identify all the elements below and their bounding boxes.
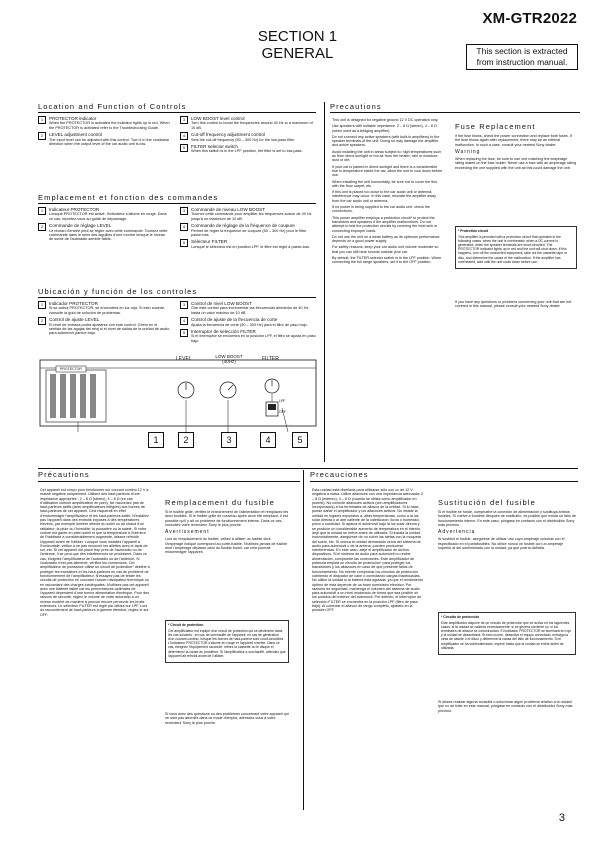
fr-controls-left xyxy=(38,207,170,244)
section-name: GENERAL xyxy=(261,45,334,62)
es-fuse-title: Sustitución del fusible xyxy=(438,498,536,507)
es-controls-left xyxy=(38,301,170,338)
rule xyxy=(310,481,578,482)
list-item: 2 LEVEL adjustment control The input level can be adjusted with this control. Turn it in the clockwise direction when the output level of the car audio unit is low. xyxy=(38,132,170,146)
es-fuse-footer: Si desea realizar alguna consulta o solucionar algún problema relativo a la unidad que no se trate en este manual, póngase en contacto con el distribuidor Sony más próximo. xyxy=(438,700,573,713)
list-item: 4 Commande de réglage de la fréquence de coupure Permet de régler la fréquence de coupure (50 – 300 Hz) pour le filtre passe-bas. xyxy=(180,223,316,237)
list-item: 5 FILTER selector switch When this switch is in the LPF position, the filter is set to low-pass. xyxy=(180,144,316,154)
list-item: 5 Interruptor de selección FILTER Si el interruptor se encuentra en la posición LPF, el filtro se ajusta en paso bajo. xyxy=(180,329,316,343)
es-protection-note: * Circuito de protección Este amplificador dispone de un circuito de protección que se activa en los siguientes casos: si la unidad se calienta excesivamente; si se genera corriente cc; si los terminales de altavoz se cortocircuitan. El indicador PROTECTOR se iluminará en rojo y la unidad se desactivará. Si esto ocurre, desactive el equipo conectado, extraiga la cinta de casete o el disco y determine la causa del fallo de funcionamiento. Si el amplificador se ha sobrecalentado, espere hasta que la unidad se enfríe antes de utilizarla. xyxy=(438,612,576,655)
extract-note: This section is extracted from instruction manual. xyxy=(466,44,578,70)
fr-controls-right xyxy=(180,207,316,251)
panel-protector-label: PROTECTOR xyxy=(60,367,82,371)
panel-lpf-label: LPF xyxy=(279,399,286,403)
model-number: XM-GTR2022 xyxy=(482,10,577,27)
callout-1: 1 xyxy=(148,432,164,448)
fr-fuse-body: Si le fusible grille, vérifiez le branchement de l'alimentation et remplacez les deux fusibles. Si le fusible grille de nouveau après avoir été remplacé, il est possible qu'il y ait un problème de fonctionnement interne. Dans ce cas, consultez votre revendeur Sony le plus proche. Avertissement Lors du remplacement du fusible, veillez à utiliser un fusible dont l'ampérage indiqué correspond au porte-fusible. N'utilisez jamais de fusible dont l'ampérage dépasse celui du fusible fourni, car cela pourrait endommager l'appareil. xyxy=(165,510,289,555)
list-item: 2 Commande de réglage LEVEL Le niveau d'entrée peut se régler avec cette commande. Tournez cette commande dans le sens des aiguilles d'une montre lorsque le niveau de sortie de l'autoradio semble faible. xyxy=(38,223,170,242)
rule xyxy=(38,112,316,113)
en-protection-note: * Protection circuit This amplifier is provided with a protection circuit that operates in the following cases: when the unit is overheated; when a DC current is generated; when the speaker terminals are short-circuited. The PROTECTOR indicator lights up in red and the unit will shut down. If this happens, turn off the connected equipment, take out the cassette tape or disc, and determine the cause of the malfunction. If the amplifier has overheated, wait until the unit cools down before use. xyxy=(455,226,577,269)
en-fuse-body: If the fuse blows, check the power connection and replace both fuses. If the fuse blows again after replacement, there may be an internal malfunction. In such a case, consult your nearest Sony dealer. Warning When replacing the fuse, be sure to use one matching the amperage rating stated on the fuse holder. Never use a fuse with an amperage rating exceeding the one supplied with the unit as this could damage the unit. xyxy=(455,134,577,170)
page-number: 3 xyxy=(558,812,565,824)
list-item: 3 LOW BOOST level control Turn this control to boost the frequencies around 40 Hz to a maximum of 10 dB. xyxy=(180,116,316,130)
list-item: 3 Control de nivel LOW BOOST Gire este control para incrementar las frecuencias alrededor de 40 Hz hasta un valor máximo de 10 dB. xyxy=(180,301,316,315)
column-divider xyxy=(303,470,304,810)
list-item: 4 Cut-off frequency adjustment control Sets the cut-off frequency (50 – 300 Hz) for the low-pass filter. xyxy=(180,132,316,142)
fr-protection-note: * Circuit de protection Cet amplificateur est équipé d'un circuit de protection qui se déclenche dans les cas suivants : en cas de surchauffe de l'appareil; en cas de génération d'un courant continu; lorsque les bornes de haut-parleur sont court-circuitées. L'indicateur PROTECTOR s'allume en rouge et l'appareil s'arrête. Dans ce cas, éteignez l'équipement raccordé, retirez la cassette ou le disque et déterminez la cause du problème. Si l'amplificateur a surchauffé, attendez que l'appareil ait refroidi avant de l'utiliser. xyxy=(165,620,289,663)
fr-fuse-footer: Si vous avez des questions ou des problèmes concernant votre appareil qui ne sont pas abordés dans ce mode d'emploi, adressez-vous à votre revendeur Sony le plus proche. xyxy=(165,712,289,725)
list-item: 2 Control de ajuste LEVEL El nivel de entrada podrá ajustarse con este control. Gírelo en el sentido de las agujas del reloj si el nivel de salida de la unidad de audio para automóvil parece bajo. xyxy=(38,317,170,336)
callout-2: 2 xyxy=(178,432,194,448)
section-number: SECTION 1 xyxy=(257,28,338,45)
list-item: 1 PROTECTOR indicator When the PROTECTOR is activated the indicator lights up in red. When the PROTECTOR is activated refer to the Troubleshooting Guide. xyxy=(38,116,170,130)
panel-off-label: OFF xyxy=(279,410,286,414)
fr-precautions-list: Cet appareil est conçu pour fonctionner sur courant continu 12 V à masse négative uniquement. Utilisez des haut-parleurs d'une impédance appropriée : 2 – 8 Ω (stéréo), 4 – 8 Ω (en cas d'utilisation comme amplificateur en pont). Ne raccordez pas de haut-parleurs actifs (avec amplificateurs intégrés) aux bornes de haut-parleurs de cet appareil. Ceci risquerait en effet d'endommager l'amplificateur et les haut-parleurs actifs. N'installez pas l'appareil dans des endroits exposés à des températures élevées, par exemple lumière directe du soleil ou air chaud d'un radiateur; la pluie ou l'humidité; la poussière ou la saleté. Si votre voiture est garée en plein soleil et que la température à l'intérieur de l'habitacle a considérablement augmenté, laissez refroidir l'appareil avant de l'utiliser. Lorsque vous installez l'appareil à l'horizontale, veillez à ne pas recouvrir les ailettes avec le tapis de sol, etc. Si cet appareil est placé trop près de l'autoradio ou de l'antenne, il se peut que des interférences se produisent. Dans ce cas, éloignez l'amplificateur de l'autoradio ou de l'antenne. Si l'autoradio n'est pas alimenté, vérifiez les connexions. Cet amplificateur de puissance utilise un circuit de protection* destiné à protéger les transistors et les haut-parleurs en cas de problème de fonctionnement de l'amplificateur. N'essayez pas de tester les circuits de protection en couvrant l'ancien dissipateur thermique ou en raccordant des charges inadéquates. N'utilisez pas cet appareil avec une batterie faible car les performances optimales de l'appareil dépendent d'une bonne alimentation électrique. Pour des raisons de sécurité, réglez le volume de votre autoradio à un niveau modéré de manière à pouvoir encore percevoir les bruits extérieurs. Le sélecteur FILTER est réglé par défaut sur LPF. Lors du raccordement de haut-parleurs à gamme étendue, réglez-le sur OFF. xyxy=(40,488,150,617)
callout-4: 4 xyxy=(260,432,276,448)
en-precautions-title: Precautions xyxy=(330,102,382,111)
es-controls-right xyxy=(180,301,316,345)
en-precautions-list: This unit is designed for negative ground 12 V DC operation only. Use speakers with suitable impedance. 2 – 8 Ω (stereo), 4 – 8 Ω (when used as a bridging amplifier). Do not connect any active speakers (with built-in amplifiers) to the speaker terminals of the unit. Doing so may damage the amplifier and active speakers. Avoid installing the unit in areas subject to: high temperatures such as from direct sunlight or hot air from the heater; rain or moisture; dust or dirt. If your car is parked in direct sunlight and there is a considerable rise in temperature inside the car, allow the unit to cool down before use. When installing the unit horizontally, be sure not to cover the fins with the floor carpet, etc. If this unit is placed too close to the car audio unit or antenna, interference may occur. In this case, relocate the amplifier away from the car audio unit or antenna. If no power is being supplied to the car audio unit, check the connections. This power amplifier employs a protection circuit* to protect the transistors and speakers if the amplifier malfunctions. Do not attempt to test the protection circuits by covering the heat sink or connecting improper loads. Do not use the unit on a weak battery as its optimum performance depends on a good power supply. For safety reasons, keep your car audio unit volume moderate so that you can still hear sounds outside your car. By default, the FILTER selector switch is in the LPF position. When connecting the full range speakers, set it to the OFF position. xyxy=(332,118,443,265)
es-fuse-body: Si el fusible se funde, compruebe la conexión de alimentación y sustituya ambos fusibles. Si vuelve a fundirse después de sustituirlo, es posible que exista un fallo de funcionamiento interno. En este caso, póngase en contacto con el distribuidor Sony más próximo. Advertencia Al sustituir el fusible, asegúrese de utilizar uno cuyo amperaje coincida con el especificado en el portafusibles. No utilice nunca un fusible con un amperaje superior al del suministrado con la unidad, ya que podría dañarla. xyxy=(438,510,576,551)
en-fuse-footer: If you have any questions or problems concerning your unit that are not covered in this manual, please consult your nearest Sony dealer. xyxy=(455,300,572,309)
column-divider xyxy=(324,102,325,462)
callout-5: 5 xyxy=(292,432,308,448)
es-precautions-title: Precauciones xyxy=(310,470,369,479)
rule xyxy=(38,297,316,298)
en-controls-left xyxy=(38,116,170,148)
list-item: 3 Commande de niveau LOW BOOST Tournez cette commande pour amplifier les fréquences autour de 40 Hz jusqu'à un maximum de 10 dB. xyxy=(180,207,316,221)
rule xyxy=(38,203,316,204)
panel-filter-label: FILTER xyxy=(262,356,279,362)
en-controls-right xyxy=(180,116,316,156)
rule xyxy=(38,481,300,482)
list-item: 1 Indicador PROTECTOR Si se activa PROTECTOR, se encenderá en luz roja. Si esto sucede, consulte la guía de solución de problemas. xyxy=(38,301,170,315)
fr-controls-title: Emplacement et fonction des commandes xyxy=(38,193,219,202)
callout-3: 3 xyxy=(221,432,237,448)
fr-fuse-title: Remplacement du fusible xyxy=(165,498,275,507)
en-controls-title: Location and Function of Controls xyxy=(38,102,187,111)
fr-precautions-title: Précautions xyxy=(38,470,90,479)
list-item: 4 Control de ajuste de la frecuencia de corte Ajusta la frecuencia de corte (50 – 300 Hz) para el filtro de paso bajo. xyxy=(180,317,316,327)
list-item: 5 Sélecteur FILTER Lorsque le sélecteur est en position LPF, le filtre est réglé à passe-bas. xyxy=(180,239,316,249)
page-divider xyxy=(38,468,578,469)
list-item: 1 Indicateur PROTECTOR Lorsque PROTECTOR est activé, l'indicateur s'allume en rouge. Dans ce cas, reportez-vous au guide de dépannage. xyxy=(38,207,170,221)
en-fuse-title: Fuse Replacement xyxy=(455,122,536,131)
es-precautions-list: Esta unidad está diseñada para utilizarse sólo con cc de 12 V negativa a masa. Utilice altavoces con una impedancia adecuada: 2 – 8 Ω (estéreo), 4 – 8 Ω (cuando se utiliza como amplificador en puente). No conecte altavoces activos (con amplificadores incorporados) a los terminales de altavoz de la unidad. Si lo hace, puede dañar el amplificador y los altavoces activos. No instale la unidad en lugares expuestos a: altas temperaturas, como a la luz solar directa o al aire caliente de la calefacción; lluvia o humedad; polvo o suciedad. Si aparca el automóvil bajo la luz solar directa y se produce un considerable aumento de temperatura en el interior, deje que la unidad se enfríe antes de utilizarla. Si instala la unidad horizontalmente, asegúrese de no cubrir las aletas con la moqueta del suelo, etc. Si coloca la unidad demasiado cerca del sistema de audio para automóvil o de la antena, pueden producirse interferencias. En este caso, aleje el amplificador de dichos dispositivos. Si el sistema de audio para automóvil no recibe alimentación, compruebe las conexiones. Este amplificador de potencia emplea un circuito de protección* para proteger los transistores y los altavoces en caso de que presente fallos de funcionamiento. No intente comprobar los circuitos de protección cubriendo el disipador de calor o conectando cargas inadecuadas. No utilice la unidad si la batería está agotada, ya que el rendimiento óptimo de ésta depende de un buen suministro eléctrico. Por razones de seguridad, mantenga el volumen del sistema de audio para automóvil a un nivel moderado de forma que sea posible oír los sonidos del exterior del automóvil. Por defecto, el interruptor de selección FILTER se encuentra en la posición LPF (filtro de paso bajo). Al conectar el altavoz de rango completo, ajústelo en la posición OFF. xyxy=(312,488,424,613)
rule xyxy=(330,112,580,113)
panel-level-label: LEVEL xyxy=(176,356,192,362)
es-controls-title: Ubicación y función de los controles xyxy=(38,287,198,296)
panel-lowboost-label: LOW BOOST (40Hz) xyxy=(215,354,243,364)
control-panel-illustration xyxy=(38,354,320,458)
